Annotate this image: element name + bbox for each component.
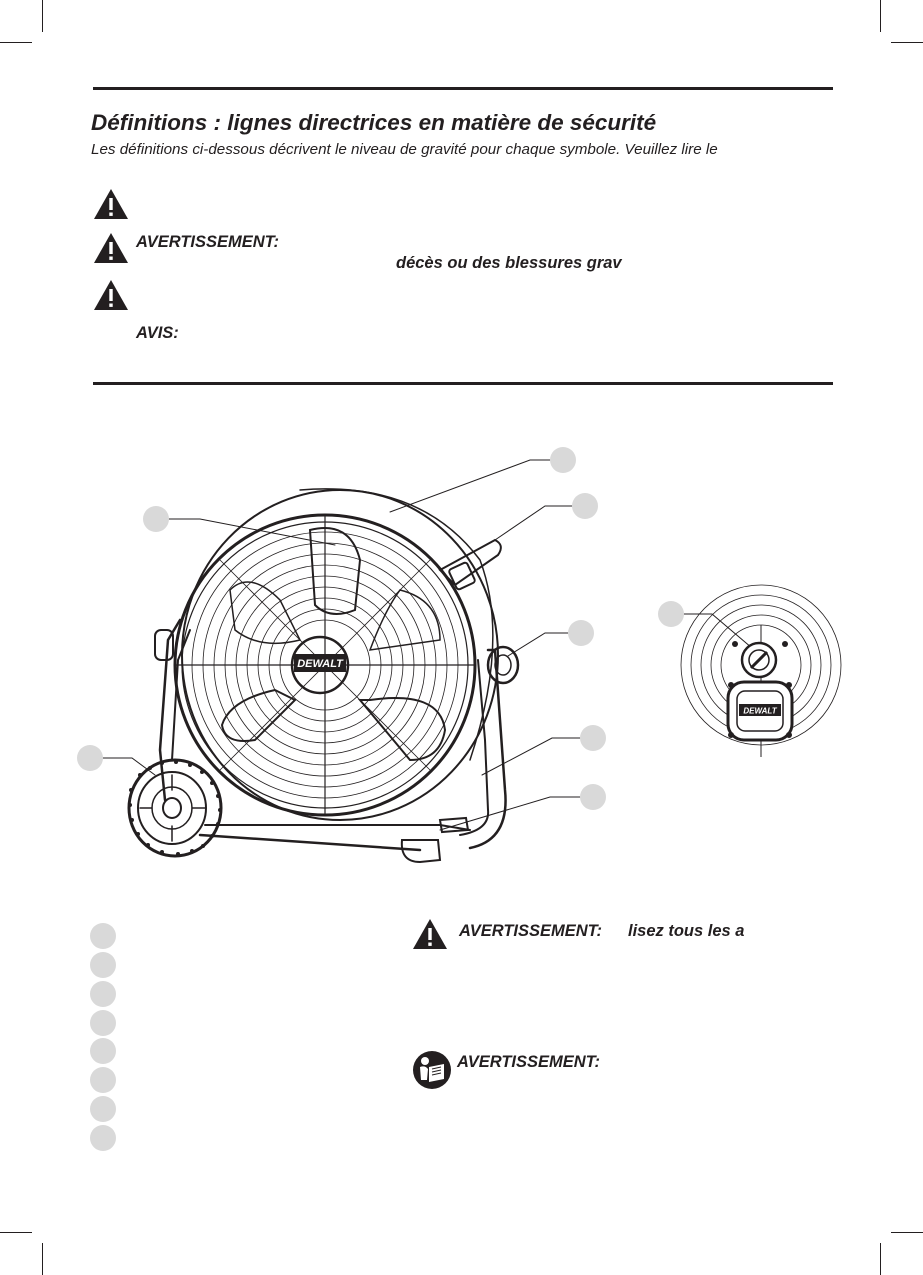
warning-label: AVERTISSEMENT:	[136, 233, 280, 251]
figure-callout	[580, 784, 606, 810]
crop-mark	[0, 1232, 32, 1233]
legend-marker	[90, 1038, 116, 1064]
legend-marker	[90, 1010, 116, 1036]
figure-callout	[568, 620, 594, 646]
section-title: Définitions : lignes directrices en matière de sécurité	[91, 110, 657, 135]
warning-triangle-icon	[412, 918, 448, 950]
figure-callout	[143, 506, 169, 532]
figure-callout	[658, 601, 684, 627]
figure-callout	[550, 447, 576, 473]
crop-mark	[880, 1243, 881, 1275]
read-all-warning-text: lisez tous les a	[628, 922, 745, 940]
legend-marker	[90, 1125, 116, 1151]
figure-callout	[580, 725, 606, 751]
warning-text: décès ou des blessures grav	[396, 254, 622, 272]
control-inset	[711, 625, 811, 757]
crop-mark	[42, 1243, 43, 1275]
read-all-warning-label: AVERTISSEMENT:	[459, 922, 603, 940]
legend-marker	[90, 981, 116, 1007]
figure-callout	[77, 745, 103, 771]
legend-marker	[90, 1067, 116, 1093]
read-manual-icon	[412, 1050, 452, 1090]
section-intro: Les définitions ci-dessous décrivent le niveau de gravité pour chaque symbole. Veuillez lire le	[91, 141, 718, 158]
legend-marker	[90, 923, 116, 949]
manual-warning-label: AVERTISSEMENT:	[457, 1053, 601, 1071]
brand-logo-text: DEWALT	[297, 658, 343, 670]
crop-mark	[891, 1232, 923, 1233]
legend-marker	[90, 952, 116, 978]
inset-brand-text: DEWALT	[743, 706, 777, 716]
legend-marker	[90, 1096, 116, 1122]
figure-callout	[572, 493, 598, 519]
notice-label: AVIS:	[136, 324, 179, 342]
